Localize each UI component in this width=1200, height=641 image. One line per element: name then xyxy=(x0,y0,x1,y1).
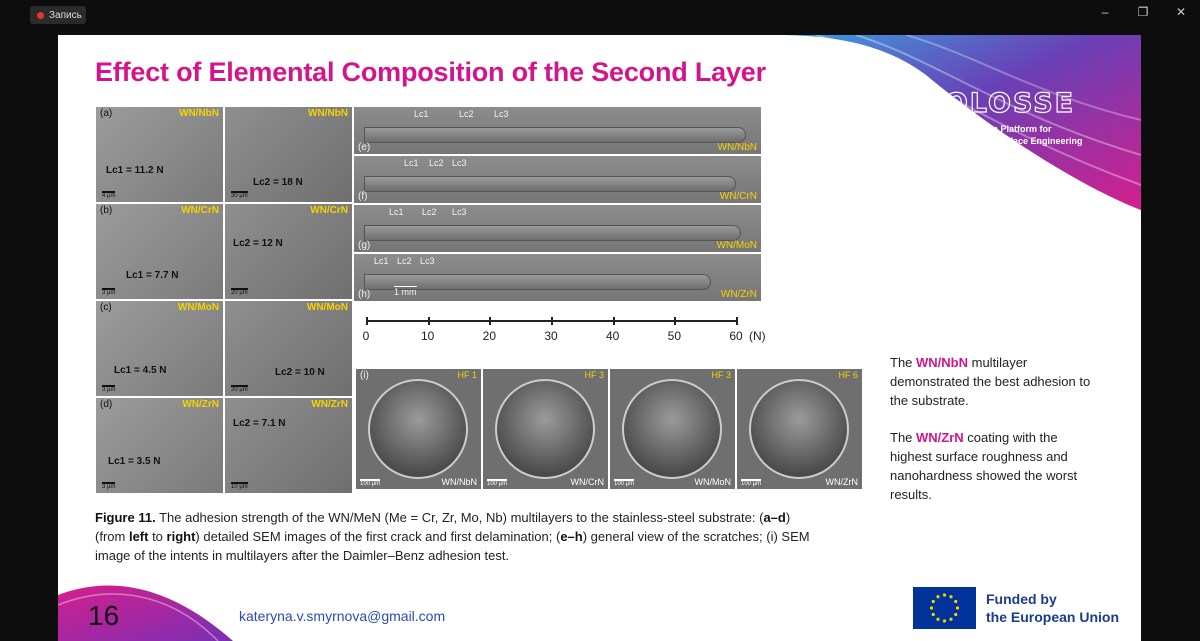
sem-panel xyxy=(225,301,352,396)
axis-tick xyxy=(428,317,430,325)
eu-star-icon xyxy=(932,600,935,603)
presentation-slide xyxy=(58,35,1141,641)
eu-flag-icon xyxy=(913,587,976,629)
axis-tick-label: 10 xyxy=(420,329,435,343)
scratch-lc-marker: Lc2 xyxy=(459,109,474,119)
caption-bold-4: e–h xyxy=(560,529,583,544)
panel-critical-load: Lc2 = 18 N xyxy=(253,177,303,188)
logo-word: COLOSSE xyxy=(923,88,1076,119)
indent-hf-class: HF 1 xyxy=(457,370,477,380)
scratch-lc-marker: Lc3 xyxy=(494,109,509,119)
scratch-track xyxy=(364,225,741,241)
eu-star-icon xyxy=(954,600,957,603)
axis-tick xyxy=(613,317,615,325)
indent-hf-class: HF 3 xyxy=(584,370,604,380)
indent-hf-class: HF 3 xyxy=(711,370,731,380)
indent-crater xyxy=(495,379,595,479)
eu-star-icon xyxy=(954,613,957,616)
panel-coating-tag: WN/CrN xyxy=(310,205,348,216)
scratch-lc-marker: Lc3 xyxy=(452,158,467,168)
indent-scale-bar: 100 µm xyxy=(360,481,381,487)
scratch-label: (h) xyxy=(358,289,371,300)
scratch-panel xyxy=(354,254,761,301)
panel-scale-bar: 4 µm xyxy=(102,193,116,199)
eu-star-icon xyxy=(936,595,939,598)
caption-text-5: ) general view of the scratches; (i) SEM image of the intents in multilayers after the Daimler–Benz adhesion test. xyxy=(95,529,810,563)
scratch-lc-marker: Lc1 xyxy=(374,256,389,266)
scratch-panel xyxy=(354,156,761,203)
colosse-logo xyxy=(923,88,1123,147)
indent-panel xyxy=(483,369,608,489)
panel-scale-bar: 3 µm xyxy=(102,290,116,296)
caption-bold-1: a–d xyxy=(763,510,786,525)
eu-star-icon xyxy=(932,613,935,616)
panel-coating-tag: WN/ZrN xyxy=(311,399,348,410)
axis-tick-label: 50 xyxy=(667,329,682,343)
scratch-label: (e) xyxy=(358,142,371,153)
panel-label: (a) xyxy=(100,108,113,119)
sem-panel xyxy=(96,301,223,396)
panel-critical-load: Lc1 = 7.7 N xyxy=(126,270,179,281)
recording-badge[interactable] xyxy=(30,6,86,24)
panel-critical-load: Lc1 = 4.5 N xyxy=(114,365,167,376)
eu-star-icon xyxy=(949,595,952,598)
sem-panel xyxy=(225,398,352,493)
axis-tick-label: 30 xyxy=(544,329,558,343)
indent-crater xyxy=(368,379,468,479)
eu-star-icon xyxy=(943,593,946,596)
side-notes xyxy=(890,353,1100,522)
load-axis xyxy=(362,320,766,360)
side-note-1-lead: The xyxy=(890,355,917,370)
side-note-2-rest: coating with the highest surface roughness and nanohardness showed the worst results. xyxy=(890,430,1078,502)
panel-coating-tag: WN/MoN xyxy=(177,302,219,313)
side-note-2-highlight: WN/ZrN xyxy=(916,430,964,445)
panel-scale-bar: 10 µm xyxy=(231,484,248,490)
indent-scale-bar: 100 µm xyxy=(614,481,635,487)
axis-tick xyxy=(674,317,676,325)
side-note-1-rest: multilayer demonstrated the best adhesion to the substrate. xyxy=(890,355,1091,408)
caption-text-2: ) (from xyxy=(95,510,791,544)
panel-scale-bar: 20 µm xyxy=(231,290,248,296)
caption-text-4: ) detailed SEM images of the first crack and first delamination; ( xyxy=(195,529,561,544)
scratch-scale-bar: 1 mm xyxy=(394,287,417,297)
sem-figure xyxy=(96,107,858,495)
eu-funding-text xyxy=(986,590,1119,626)
scratch-lc-marker: Lc1 xyxy=(404,158,419,168)
indent-scale-bar: 100 µm xyxy=(487,481,508,487)
panel-critical-load: Lc1 = 11.2 N xyxy=(106,165,164,176)
scratch-coating-tag: WN/ZrN xyxy=(720,289,757,300)
axis-tick xyxy=(736,317,738,325)
window-controls xyxy=(1086,0,1200,24)
slide-number: 16 xyxy=(88,600,120,631)
author-email[interactable]: kateryna.v.smyrnova@gmail.com xyxy=(239,608,446,624)
scratch-panel xyxy=(354,205,761,252)
caption-text-1: The adhesion strength of the WN/MeN (Me = Cr, Zr, Mo, Nb) multilayers to the stainless-steel substrate: ( xyxy=(155,510,764,525)
scratch-lc-marker: Lc3 xyxy=(452,207,467,217)
scratch-coating-tag: WN/CrN xyxy=(719,191,757,202)
sem-panel xyxy=(225,107,352,202)
side-note-1-highlight: WN/NbN xyxy=(916,355,969,370)
funding-line-2: the European Union xyxy=(986,609,1119,625)
figure-caption xyxy=(95,508,815,565)
scratch-lc-marker: Lc3 xyxy=(420,256,435,266)
indent-coating-name: WN/ZrN xyxy=(825,477,858,487)
minimize-button[interactable]: – xyxy=(1101,5,1109,19)
panel-scale-bar: 20 µm xyxy=(231,387,248,393)
panel-coating-tag: WN/ZrN xyxy=(182,399,219,410)
caption-bold-2: left xyxy=(128,529,149,544)
indent-panel xyxy=(737,369,862,489)
scratch-lc-marker: Lc1 xyxy=(389,207,404,217)
side-note-1 xyxy=(890,353,1100,410)
funding-line-1: Funded by xyxy=(986,591,1057,607)
close-button[interactable]: ✕ xyxy=(1175,5,1187,19)
logo-subtitle xyxy=(923,123,1123,147)
panel-scale-bar: 30 µm xyxy=(231,193,248,199)
sem-panel xyxy=(96,204,223,299)
panel-coating-tag: WN/MoN xyxy=(306,302,348,313)
eu-star-icon xyxy=(949,618,952,621)
indent-coating-name: WN/NbN xyxy=(441,477,477,487)
axis-tick xyxy=(551,317,553,325)
axis-tick-label: 40 xyxy=(605,329,620,343)
panel-label: (c) xyxy=(100,302,112,313)
logo-subtitle-line2: Plasma-Enabled Surface Engineering xyxy=(923,136,1083,146)
eu-star-icon xyxy=(943,619,946,622)
eu-star-icon xyxy=(956,606,959,609)
scratch-coating-tag: WN/MoN xyxy=(716,240,757,251)
sem-panel xyxy=(96,107,223,202)
indent-coating-name: WN/MoN xyxy=(694,477,731,487)
caption-figure-label: Figure 11. xyxy=(95,510,156,525)
scratch-panel xyxy=(354,107,761,154)
slide-title: Effect of Elemental Composition of the Second Layer xyxy=(95,57,766,87)
scratch-label: (g) xyxy=(358,240,371,251)
side-note-2-lead: The xyxy=(890,430,917,445)
axis-unit: (N) xyxy=(749,329,766,343)
scratch-lc-marker: Lc2 xyxy=(422,207,437,217)
indent-hf-class: HF 6 xyxy=(838,370,858,380)
scratch-lc-marker: Lc1 xyxy=(414,109,429,119)
restore-button[interactable]: ❐ xyxy=(1137,5,1149,19)
caption-bold-3: right xyxy=(166,529,196,544)
axis-tick-label: 0 xyxy=(362,329,370,343)
panel-scale-bar: 3 µm xyxy=(102,387,116,393)
eu-star-icon xyxy=(930,606,933,609)
panel-coating-tag: WN/NbN xyxy=(179,108,219,119)
side-note-2 xyxy=(890,428,1100,504)
recording-label: Запись xyxy=(49,9,82,21)
axis-tick-label: 60 xyxy=(729,329,743,343)
panel-coating-tag: WN/CrN xyxy=(181,205,219,216)
indent-label: (i) xyxy=(360,370,369,381)
panel-critical-load: Lc2 = 12 N xyxy=(233,238,283,249)
logo-subtitle-line1: Central European Platform for xyxy=(923,124,1052,134)
axis-tick-label: 20 xyxy=(482,329,497,343)
decorative-swoosh-bottom-left xyxy=(58,575,233,641)
scratch-lc-marker: Lc2 xyxy=(397,256,412,266)
panel-critical-load: Lc1 = 3.5 N xyxy=(108,456,161,467)
record-dot-icon xyxy=(37,12,44,19)
indent-coating-name: WN/CrN xyxy=(570,477,604,487)
scratch-track xyxy=(364,127,746,143)
caption-text-3: to xyxy=(148,529,167,544)
scratch-label: (f) xyxy=(358,191,368,202)
indent-scale-bar: 100 µm xyxy=(741,481,762,487)
panel-critical-load: Lc2 = 7.1 N xyxy=(233,418,286,429)
panel-coating-tag: WN/NbN xyxy=(308,108,348,119)
sem-panel xyxy=(96,398,223,493)
scratch-track xyxy=(364,176,736,192)
sem-panel xyxy=(225,204,352,299)
axis-tick xyxy=(366,317,368,325)
axis-tick xyxy=(489,317,491,325)
indent-panel xyxy=(610,369,735,489)
panel-label: (b) xyxy=(100,205,113,216)
scratch-coating-tag: WN/NbN xyxy=(717,142,757,153)
scratch-lc-marker: Lc2 xyxy=(429,158,444,168)
indent-crater xyxy=(622,379,722,479)
indent-crater xyxy=(749,379,849,479)
indent-panel xyxy=(356,369,481,489)
eu-star-icon xyxy=(936,618,939,621)
panel-scale-bar: 3 µm xyxy=(102,484,116,490)
panel-critical-load: Lc2 = 10 N xyxy=(275,367,325,378)
panel-label: (d) xyxy=(100,399,113,410)
